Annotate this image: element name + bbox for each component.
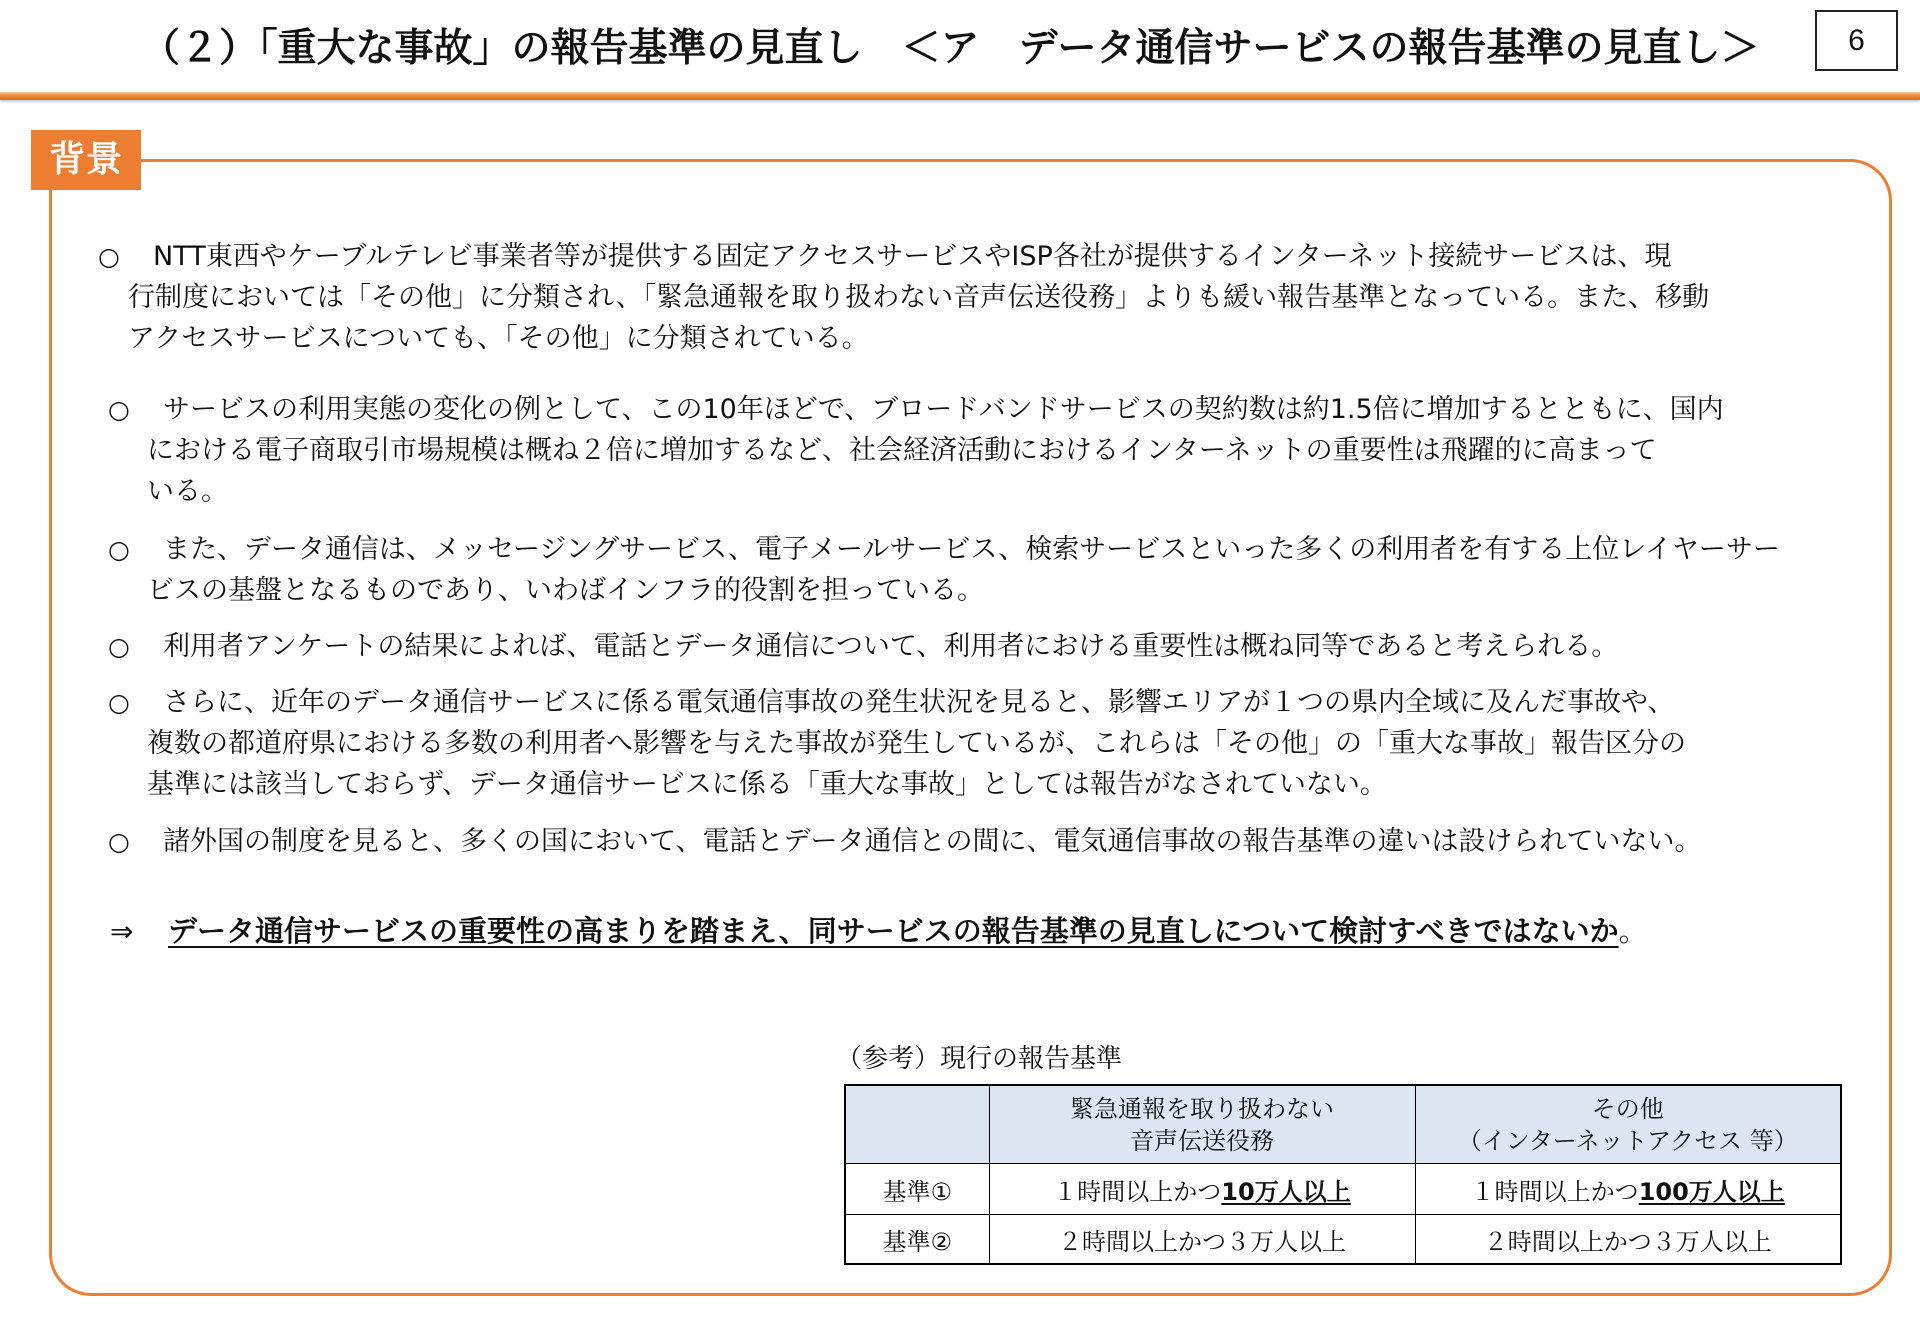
table-cell [1415,1215,1841,1265]
conclusion [110,908,1648,954]
cell-text: ２時間以上かつ３万人以上 [1483,1227,1772,1256]
bullet-line: また、データ通信は、メッセージングサービス、電子メールサービス、検索サービスといった多くの利用者を有する上位レイヤーサー [163,534,1780,565]
bullet-line: 諸外国の制度を見ると、多くの国において、電話とデータ通信との間に、電気通信事故の報告基準の違いは設けられていない。 [163,826,1702,857]
bullet-line: 利用者アンケートの結果によれば、電話とデータ通信について、利用者における重要性は概ね同等であると考えられる。 [163,631,1619,662]
reference-table [844,1084,1842,1265]
column-header-line: その他 [1591,1094,1664,1123]
page-title: （２）「重大な事故」の報告基準の見直し ＜ア データ通信サービスの報告基準の見直し＞ [141,26,1760,71]
bullet-marker-icon: ○ [98,242,120,271]
table-cell [1415,1164,1841,1215]
bullet-marker-icon: ○ [108,395,130,424]
background-bullet-1 [98,236,1710,359]
column-header-line: 音声伝送役務 [1130,1126,1274,1155]
table-cell [989,1164,1415,1215]
row-label: 基準① [845,1164,989,1215]
background-bullet-4 [108,626,1619,667]
table-header-row [845,1085,1841,1164]
cell-emphasis: 10万人以上 [1221,1177,1351,1206]
bullet-line: サービスの利用実態の変化の例として、この10年ほどで、ブロードバンドサービスの契約数は約1.5倍に増加するとともに、国内 [163,394,1724,425]
bullet-line: 複数の都道府県における多数の利用者へ影響を与えた事故が発生しているが、これらは「その他」の「重大な事故」報告区分の [147,728,1686,759]
cell-emphasis: 100万人以上 [1638,1177,1785,1206]
column-header-line: 緊急通報を取り扱わない [1070,1094,1334,1123]
column-header-other [1415,1085,1841,1164]
table-corner-cell [845,1085,989,1164]
bullet-marker-icon: ○ [108,632,130,661]
bullet-line: いる。 [147,476,228,507]
bullet-line: ビスの基盤となるものであり、いわばインフラ的役割を担っている。 [147,575,984,606]
section-label-background: 背景 [31,130,141,190]
table-row [845,1164,1841,1215]
bullet-marker-icon: ○ [108,827,130,856]
bullet-line: アクセスサービスについても、「その他」に分類されている。 [128,323,869,354]
cell-text: １時間以上かつ [1053,1177,1222,1206]
background-bullet-3 [108,529,1780,611]
bullet-line: 行制度においては「その他」に分類され、「緊急通報を取り扱わない音声伝送役務」よりも緩い報告基準となっている。また、移動 [128,282,1710,313]
bullet-line: 基準には該当しておらず、データ通信サービスに係る「重大な事故」としては報告がなされていない。 [147,769,1387,800]
cell-text: ２時間以上かつ３万人以上 [1058,1227,1346,1256]
column-header-voice-service [989,1085,1415,1164]
bullet-marker-icon: ○ [108,688,130,717]
row-label: 基準② [845,1215,989,1265]
column-header-line: （インターネットアクセス 等） [1457,1126,1798,1155]
bullet-line: さらに、近年のデータ通信サービスに係る電気通信事故の発生状況を見ると、影響エリアが１つの県内全域に及んだ事故や、 [163,687,1675,718]
background-bullet-6 [108,821,1702,862]
bullet-line: における電子商取引市場規模は概ね２倍に増加するなど、社会経済活動におけるインターネットの重要性は飛躍的に高まって [147,435,1657,466]
table-cell [989,1215,1415,1265]
table-row [845,1215,1841,1265]
reference-caption: （参考）現行の報告基準 [836,1044,1123,1074]
cell-text: １時間以上かつ [1470,1177,1639,1206]
conclusion-period: 。 [1618,914,1648,948]
conclusion-text: データ通信サービスの重要性の高まりを踏まえ、同サービスの報告基準の見直しについて検討すべきではないか [168,914,1619,948]
background-bullet-5 [108,682,1686,805]
header-divider [0,92,1920,100]
background-bullet-2 [108,389,1724,512]
bullet-line: NTT東西やケーブルテレビ事業者等が提供する固定アクセスサービスやISP各社が提供するインターネット接続サービスは、現 [153,241,1672,272]
bullet-marker-icon: ○ [108,535,130,564]
implies-arrow-icon: ⇒ [110,915,134,948]
page-number-box: 6 [1815,10,1898,71]
